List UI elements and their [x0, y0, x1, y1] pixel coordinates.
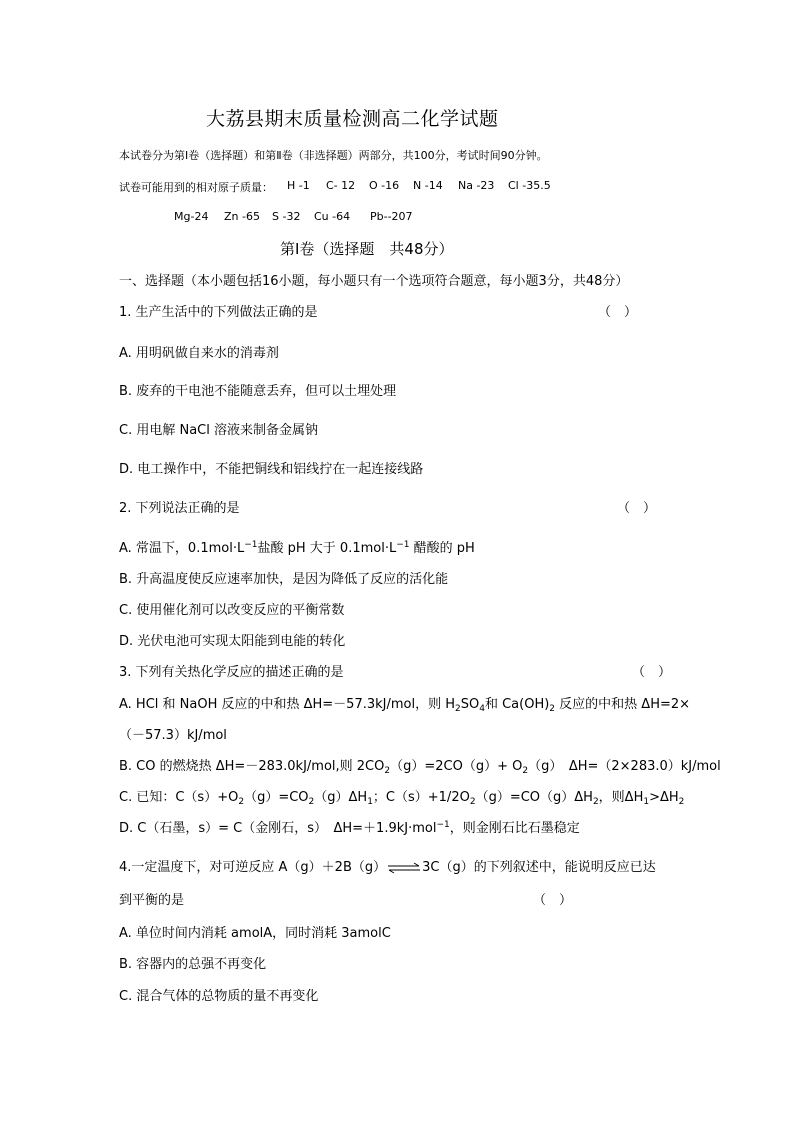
atomic-mass-mg: Mg-24: [174, 210, 209, 223]
q1-option-b: B. 废弃的干电池不能随意丢弃，但可以土埋处理: [119, 384, 397, 399]
q4-stem: 4.一定温度下，对可逆反应 A（g）＋2B（g） 3C（g）的下列叙述中，能说明反应已达: [119, 860, 656, 875]
q3-stem: 3. 下列有关热化学反应的描述正确的是: [119, 665, 344, 680]
exam-intro: 本试卷分为第Ⅰ卷（选择题）和第Ⅱ卷（非选择题）两部分，共100分，考试时间90分钟。: [119, 149, 548, 162]
section1-heading: 一、选择题（本小题包括16小题，每小题只有一个选项符合题意，每小题3分，共48分）: [119, 274, 629, 289]
atomic-mass-o: O -16: [369, 179, 400, 192]
part1-heading: 第Ⅰ卷（选择题 共48分）: [280, 240, 454, 258]
q3-option-a-continued: （－57.3）kJ/mol: [119, 728, 227, 743]
q2-option-b: B. 升高温度使反应速率加快，是因为降低了反应的活化能: [119, 572, 449, 587]
atomic-mass-na: Na -23: [458, 179, 495, 192]
q3-option-b: B. CO 的燃烧热 ΔH=－283.0kJ/mol,则 $2CO_2(g)=2CO(g)+ O_2(g)$ ΔH=（2×283.0）kJ/mol: [119, 759, 721, 776]
q2-option-a: A. 常温下，$0.1mol\cdot L^{-1}$盐酸 pH 大于 $0.1mol\cdot L^{-1}$ 醋酸的 pH: [119, 540, 475, 556]
q4-option-b: B. 容器内的总强不再变化: [119, 957, 267, 972]
atomic-masses-label: 试卷可能用到的相对原子质量：: [119, 181, 273, 194]
q4-stem-line2: 到平衡的是: [119, 893, 185, 908]
q1-answer-paren: （ ）: [598, 305, 638, 320]
q1-option-d: D. 电工操作中，不能把铜线和铝线拧在一起连接线路: [119, 462, 424, 477]
exam-title: 大荔县期末质量检测高二化学试题: [206, 108, 499, 130]
q1-option-a: A. 用明矾做自来水的消毒剂: [119, 346, 279, 361]
q1-stem: 1. 生产生活中的下列做法正确的是: [119, 305, 318, 320]
atomic-mass-zn: Zn -65: [224, 210, 260, 223]
atomic-mass-cl: Cl -35.5: [508, 179, 551, 192]
atomic-mass-c: C- 12: [326, 179, 356, 192]
atomic-mass-h: H -1: [287, 179, 310, 192]
q3-option-a: A. HCl 和 NaOH 反应的中和热 ΔH=－57.3kJ/mol，则 $H_2SO_4$和 $Ca(OH)_2$ 反应的中和热 ΔH=2×: [119, 697, 691, 714]
q3-option-d: D. C（石墨，s）= C（金刚石，s） ΔH=＋1.9kJ·mol$^{-1}$，则金刚石比石墨稳定: [119, 820, 580, 836]
reversible-arrow-icon: [387, 862, 421, 874]
q4-answer-paren: （ ）: [533, 893, 573, 908]
atomic-mass-pb: Pb--207: [370, 210, 413, 223]
atomic-mass-s: S -32: [272, 210, 301, 223]
q2-option-c: C. 使用催化剂可以改变反应的平衡常数: [119, 603, 345, 618]
q4-option-c: C. 混合气体的总物质的量不再变化: [119, 989, 319, 1004]
q2-option-d: D. 光伏电池可实现太阳能到电能的转化: [119, 634, 346, 649]
q4-option-a: A. 单位时间内消耗 amolA，同时消耗 3amolC: [119, 926, 391, 941]
q1-option-c: C. 用电解 NaCl 溶液来制备金属钠: [119, 423, 318, 438]
atomic-mass-n: N -14: [413, 179, 443, 192]
q2-answer-paren: （ ）: [617, 501, 657, 516]
q2-stem: 2. 下列说法正确的是: [119, 501, 240, 516]
atomic-mass-cu: Cu -64: [314, 210, 351, 223]
q3-answer-paren: （ ）: [632, 665, 672, 680]
q3-option-c: C. 已知：$C(s)+O_2(g)=CO_2(g)\Delta H_1$；$C(s)+1/2O_2(g)=CO(g)\Delta H_2$，则$\Delta H_1>\Delta H_2$: [119, 790, 685, 807]
